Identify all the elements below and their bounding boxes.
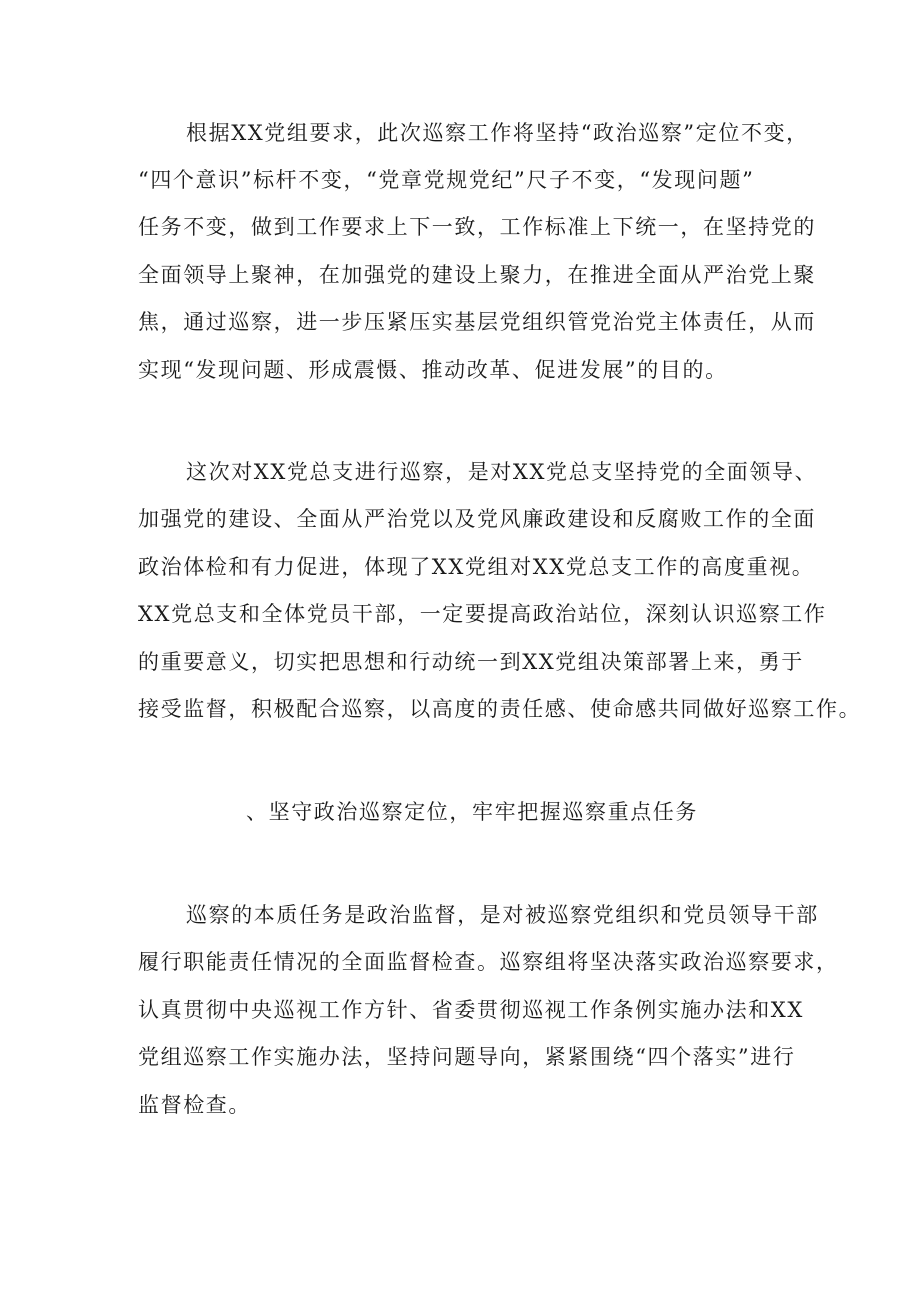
paragraph-1-line-6: 实现“发现问题、形成震慑、推动改革、促进发展”的目的。 <box>138 358 728 382</box>
paragraph-3-line-4: 党组巡察工作实施办法，坚持问题导向，紧紧围绕“四个落实”进行 <box>138 1045 796 1069</box>
paragraph-1-line-1: 根据XX党组要求，此次巡察工作将坚持“政治巡察”定位不变， <box>186 121 809 145</box>
paragraph-2-line-4: XX党总支和全体党员干部，一定要提高政治站位，深刻认识巡察工作 <box>138 602 827 626</box>
paragraph-2-line-2: 加强党的建设、全面从严治党以及党风廉政建设和反腐败工作的全面 <box>138 507 816 531</box>
paragraph-2-line-6: 接受监督，积极配合巡察，以高度的责任感、使命感共同做好巡察工作。 <box>138 697 862 721</box>
paragraph-1-line-4: 全面领导上聚神，在加强党的建设上聚力，在推进全面从严治党上聚 <box>138 263 816 287</box>
paragraph-1-line-5: 焦，通过巡察，进一步压紧压实基层党组织管党治党主体责任，从而 <box>138 310 816 334</box>
section-heading: 、坚守政治巡察定位，牢牢把握巡察重点任务 <box>246 800 698 824</box>
paragraph-2-line-1: 这次对XX党总支进行巡察，是对XX党总支坚持党的全面领导、 <box>186 460 818 484</box>
paragraph-1-line-2: “四个意识”标杆不变，“党章党规党纪”尺子不变，“发现问题” <box>138 168 755 192</box>
paragraph-2-line-3: 政治体检和有力促进，体现了XX党组对XX党总支工作的高度重视。 <box>138 555 815 579</box>
paragraph-3-line-3: 认真贯彻中央巡视工作方针、省委贯彻巡视工作条例实施办法和XX <box>138 998 804 1022</box>
paragraph-3-line-1: 巡察的本质任务是政治监督，是对被巡察党组织和党员领导干部 <box>186 903 819 927</box>
paragraph-3-line-5: 监督检查。 <box>138 1093 251 1117</box>
paragraph-1-line-3: 任务不变，做到工作要求上下一致，工作标准上下统一，在坚持党的 <box>138 215 816 239</box>
paragraph-3-line-2: 履行职能责任情况的全面监督检查。巡察组将坚决落实政治巡察要求， <box>138 950 839 974</box>
paragraph-2-line-5: 的重要意义，切实把思想和行动统一到XX党组决策部署上来，勇于 <box>138 650 804 674</box>
